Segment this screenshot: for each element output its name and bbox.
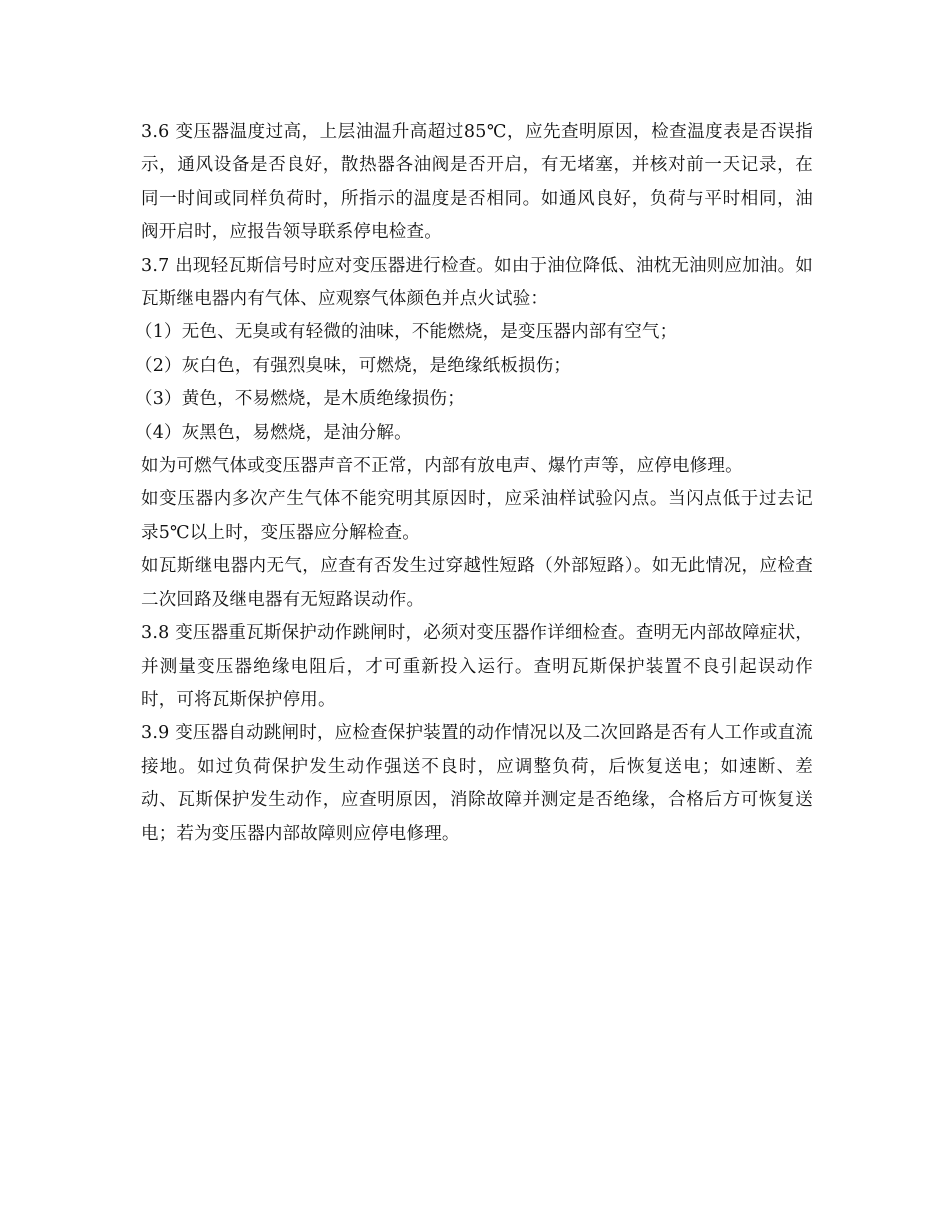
paragraph-3-7: 3.7 出现轻瓦斯信号时应对变压器进行检查。如由于油位降低、油枕无油则应加油。如瓦斯继电器内有气体、应观察气体颜色并点火试验： bbox=[141, 255, 813, 310]
paragraph-3-8: 3.8 变压器重瓦斯保护动作跳闸时，必须对变压器作详细检查。查明无内部故障症状，并测量变压器绝缘电阻后，才可重新投入运行。查明瓦斯保护装置不良引起误动作时，可将瓦斯保护停用。 bbox=[141, 623, 813, 710]
list-item-1: （1）无色、无臭或有轻微的油味，不能燃烧，是变压器内部有空气； bbox=[135, 322, 678, 343]
list-item-3: （3）黄色，不易燃烧，是木质绝缘损伤； bbox=[135, 389, 465, 410]
list-item-4: （4）灰黑色，易燃烧，是油分解。 bbox=[135, 422, 412, 443]
paragraph-flash-point: 如变压器内多次产生气体不能究明其原因时，应采油样试验闪点。当闪点低于过去记录5℃以上时，变压器应分解检查。 bbox=[141, 489, 813, 543]
paragraph-3-9: 3.9 变压器自动跳闸时，应检查保护装置的动作情况以及二次回路是否有人工作或直流接地。如过负荷保护发生动作强送不良时，应调整负荷，后恢复送电；如速断、差动、瓦斯保护发生动作，应查明原因，消除故障并测定是否绝缘，合格后方可恢复送电；若为变压器内部故障则应停电修理。 bbox=[141, 723, 813, 844]
paragraph-flammable-gas: 如为可燃气体或变压器声音不正常，内部有放电声、爆竹声等，应停电修理。 bbox=[141, 456, 743, 477]
paragraph-3-6: 3.6 变压器温度过高，上层油温升高超过85℃，应先查明原因，检查温度表是否误指示，通风设备是否良好，散热器各油阀是否开启，有无堵塞，并核对前一天记录，在同一时间或同样负荷时，所指示的温度是否相同。如通风良好，负荷与平时相同，油阀开启时，应报告领导联系停电检查。 bbox=[141, 122, 813, 243]
document-body bbox=[135, 116, 813, 851]
list-item-2: （2）灰白色，有强烈臭味，可燃烧，是绝缘纸板损伤； bbox=[135, 355, 572, 376]
paragraph-no-gas: 如瓦斯继电器内无气，应查有否发生过穿越性短路（外部短路）。如无此情况，应检查二次回路及继电器有无短路误动作。 bbox=[141, 556, 813, 610]
